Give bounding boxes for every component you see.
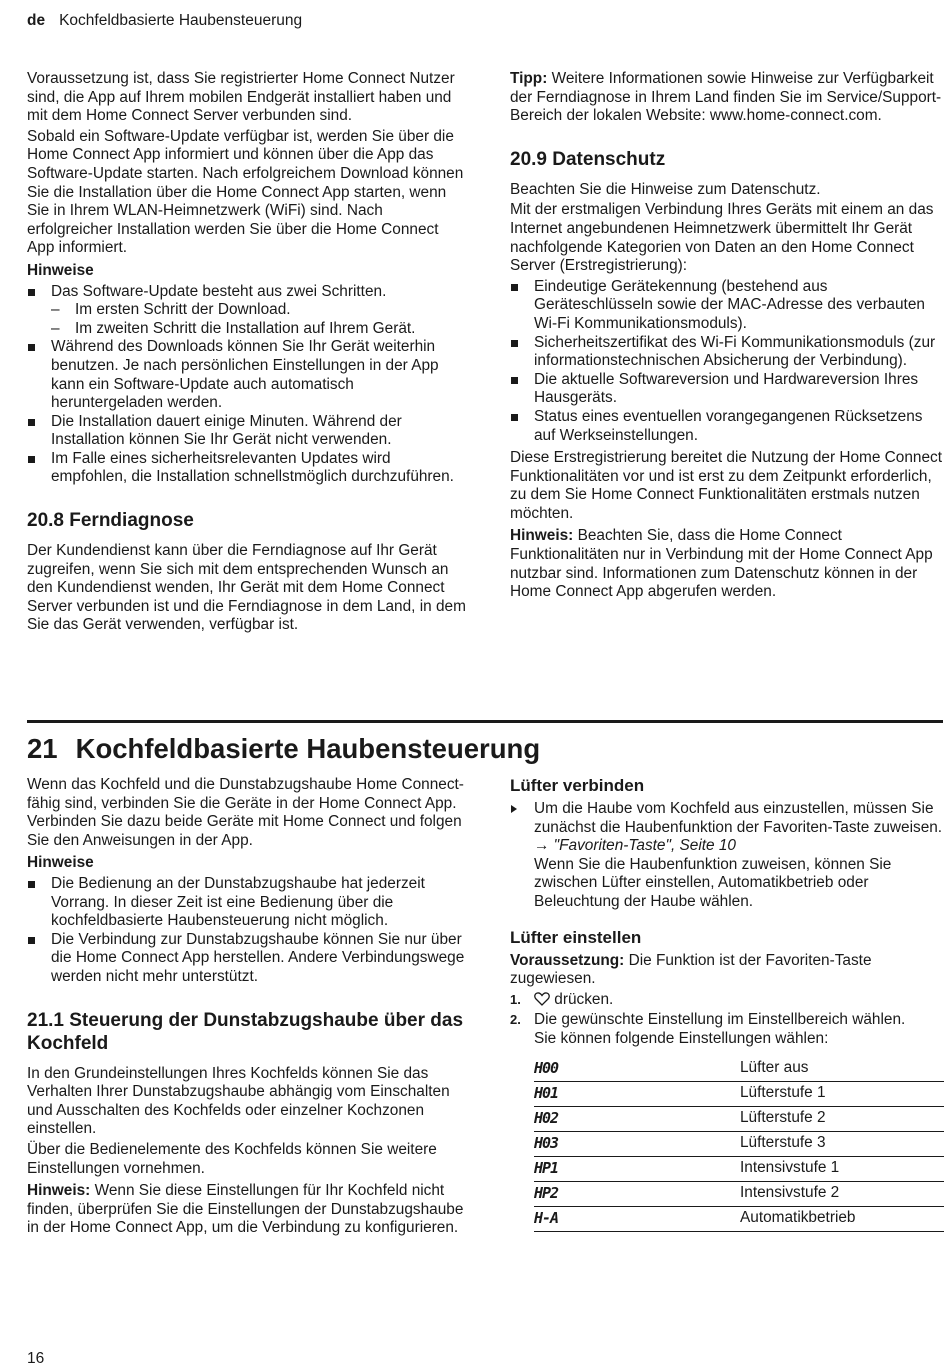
note-paragraph — [27, 1182, 467, 1238]
note-paragraph — [510, 527, 945, 601]
step-text: Die gewünschte Einstellung im Einstellbereich wählen. — [534, 1011, 906, 1029]
subsection-heading: Lüfter einstellen — [510, 927, 642, 947]
note-label: Hinweis: — [27, 1182, 91, 1200]
subsection-heading: Lüfter verbinden — [510, 776, 645, 795]
note-text: Wenn Sie diese Einstellungen für Ihr Kochfeld nicht finden, überprüfen Sie die Einstellungen der Dunstabzugshaube in der Home Connect App, um die Verbindung zu konfigurieren. — [27, 1182, 464, 1237]
setting-label: Lüfterstufe 2 — [740, 1106, 944, 1131]
header-title: Kochfeldbasierte Haubensteuerung — [59, 12, 303, 29]
instruction-text: Wenn Sie die Haubenfunktion zuweisen, können Sie zwischen Lüfter einstellen, Automatikbetrieb oder Beleuchtung der Haube wählen. — [534, 855, 892, 910]
tip-label: Tipp: — [510, 70, 548, 87]
page-number: 16 — [27, 1350, 45, 1367]
setting-code: H03 — [534, 1131, 740, 1156]
notes-list — [27, 875, 467, 987]
list-item: Die Installation dauert einige Minuten. Während der Installation können Sie Ihr Gerät nicht verwenden. — [27, 413, 467, 450]
setting-label: Intensivstufe 2 — [740, 1181, 944, 1206]
section-heading: 21.1 Steuerung der Dunstabzugshaube über das Kochfeld — [27, 1009, 464, 1054]
paragraph: Voraussetzung ist, dass Sie registrierter Home Connect Nutzer sind, die App auf Ihrem mobilen Endgerät installiert haben und mit dem Home Connect Server verbunden sind. — [27, 70, 455, 125]
setting-code: H00 — [534, 1057, 740, 1082]
chapter-number: 21 — [27, 733, 58, 764]
setting-label: Automatikbetrieb — [740, 1206, 944, 1231]
setting-label: Lüfterstufe 3 — [740, 1131, 944, 1156]
column-bottom-right — [510, 776, 945, 1232]
tip-paragraph — [510, 70, 945, 126]
list-item: Während des Downloads können Sie Ihr Gerät weiterhin benutzen. Je nach persönlichen Einstellungen in der App kann ein Software-Update auch automatisch heruntergeladen werden. — [27, 338, 467, 412]
section-heading: 20.8 Ferndiagnose — [27, 510, 194, 532]
setting-label: Intensivstufe 1 — [740, 1156, 944, 1181]
steps-list — [510, 991, 945, 1049]
paragraph: Über die Bedienelemente des Kochfelds können Sie weitere Einstellungen vornehmen. — [27, 1140, 437, 1177]
note-text: Beachten Sie, dass die Home Connect Funktionalitäten nur in Verbindung mit der Home Connect App nutzbar sind. Informationen zum Datenschutz können in der Home Connect App abgerufen werden. — [510, 527, 933, 601]
instruction-text: Um die Haube vom Kochfeld aus einzustellen, müssen Sie zunächst die Haubenfunktion der Favoriten-Taste zuweisen. — [534, 800, 943, 836]
instruction-list — [510, 800, 945, 912]
paragraph: Wenn das Kochfeld und die Dunstabzugshaube Home Connect-fähig sind, verbinden Sie die Geräte in der Home Connect App. Verbinden Sie dazu beide Geräte mit Home Connect und folgen Sie den Anweisungen in der App. — [27, 776, 464, 849]
notes-list — [27, 283, 467, 488]
list-item: Im Falle eines sicherheitsrelevanten Updates wird empfohlen, die Installation schnellstmöglich durchzuführen. — [27, 450, 467, 487]
notes-heading: Hinweise — [27, 854, 94, 872]
sub-list-item: – Im zweiten Schritt die Installation auf Ihrem Gerät. — [27, 320, 467, 339]
paragraph: Sobald ein Software-Update verfügbar ist, werden Sie über die Home Connect App informiert und können über die App das Software-Update starten. Nach erfolgreichem Download können Sie die Installation über die Home Connect App starten, wenn Sie in Ihrem WLAN-Heimnetzwerk (WiFi) sind. Nach erfolgreicher Installation werden Sie über die Home Connect App informiert. — [27, 127, 464, 257]
sub-list-item: – Im ersten Schritt der Download. — [27, 301, 467, 320]
prerequisite-paragraph — [510, 952, 945, 989]
chapter-name: Kochfeldbasierte Haubensteuerung — [75, 733, 541, 764]
table-row — [534, 1081, 944, 1106]
settings-table — [534, 1057, 944, 1232]
table-row — [534, 1131, 944, 1156]
column-top-left — [27, 70, 467, 637]
setting-code: H02 — [534, 1106, 740, 1131]
note-label: Hinweis: — [510, 527, 574, 545]
paragraph: Diese Erstregistrierung bereitet die Nutzung der Home Connect Funktionalitäten vor und ist erst zu dem Zeitpunkt erforderlich, zu dem Sie Home Connect Funktionalitäten erstmals nutzen möchten. — [510, 449, 943, 522]
list-item: Das Software-Update besteht aus zwei Schritten. — [27, 283, 467, 302]
paragraph: Mit der erstmaligen Verbindung Ihres Geräts mit einem an das Internet angebundenen Heimnetzwerk übermittelt Ihr Gerät nachfolgende Kategorien von Daten an den Home Connect Server (Erstregistrierung): — [510, 201, 934, 275]
step-number: 2. — [510, 1012, 521, 1028]
step-item — [510, 991, 945, 1012]
notes-heading: Hinweise — [27, 261, 94, 279]
step-text: drücken. — [550, 990, 614, 1008]
setting-code: HP1 — [534, 1156, 740, 1181]
page-header — [27, 12, 302, 31]
setting-code: H01 — [534, 1081, 740, 1106]
cross-reference-link[interactable]: → "Favoriten-Taste", Seite 10 — [534, 837, 736, 855]
step-number: 1. — [510, 991, 521, 1007]
chapter-heading — [27, 720, 943, 766]
setting-code: HP2 — [534, 1181, 740, 1206]
setting-label: Lüfterstufe 1 — [740, 1081, 944, 1106]
list-item: Eindeutige Gerätekennung (bestehend aus Geräteschlüsseln sowie der MAC-Adresse des verbauten Wi-Fi Kommunikationsmoduls). — [510, 278, 945, 334]
chapter-title — [27, 732, 943, 766]
step-item — [510, 1011, 945, 1048]
table-row — [534, 1156, 944, 1181]
setting-code: H-A — [534, 1206, 740, 1231]
section-heading: 20.9 Datenschutz — [510, 148, 666, 170]
setting-label: Lüfter aus — [740, 1057, 944, 1082]
paragraph: Beachten Sie die Hinweise zum Datenschutz. — [510, 180, 821, 198]
prerequisite-label: Voraussetzung: — [510, 951, 625, 969]
table-row — [534, 1181, 944, 1206]
column-bottom-left — [27, 776, 467, 1240]
table-row — [534, 1206, 944, 1231]
list-item: Die Verbindung zur Dunstabzugshaube können Sie nur über die Home Connect App herstellen. Andere Verbindungswege werden nicht mehr unterstützt. — [27, 931, 467, 987]
column-top-right — [510, 70, 945, 604]
tip-text: Weitere Informationen sowie Hinweise zur Verfügbarkeit der Ferndiagnose in Ihrem Land finden Sie im Service/Support-Bereich der lokalen Website: www.home-connect.com. — [510, 70, 942, 125]
language-code: de — [27, 12, 46, 29]
step-subtext: Sie können folgende Einstellungen wählen: — [534, 1029, 829, 1047]
data-categories-list — [510, 278, 945, 445]
instruction-item — [510, 800, 945, 912]
heart-icon — [534, 992, 550, 1012]
paragraph: Der Kundendienst kann über die Ferndiagnose auf Ihr Gerät zugreifen, wenn Sie sich mit dem entsprechenden Wunsch an den Kundendienst wenden, Ihr Gerät mit dem Home Connect Server verbunden ist und die Ferndiagnose in dem Land, in dem Sie das Gerät verwenden, verfügbar ist. — [27, 542, 466, 634]
list-item: Die Bedienung an der Dunstabzugshaube hat jederzeit Vorrang. In dieser Zeit ist eine Bedienung über die kochfeldbasierte Haubensteuerung nicht möglich. — [27, 875, 467, 931]
list-item: Status eines eventuellen vorangegangenen Rücksetzens auf Werkseinstellungen. — [510, 408, 945, 445]
list-item: Sicherheitszertifikat des Wi-Fi Kommunikationsmoduls (zur informationstechnischen Absicherung der Verbindung). — [510, 334, 945, 371]
table-row — [534, 1106, 944, 1131]
paragraph: In den Grundeinstellungen Ihres Kochfelds können Sie das Verhalten Ihrer Dunstabzugshaube abhängig vom Einschalten und Ausschalten des Kochfelds oder einzelner Kochzonen einstellen. — [27, 1064, 450, 1138]
table-row — [534, 1057, 944, 1082]
list-item: Die aktuelle Softwareversion und Hardwareversion Ihres Hausgeräts. — [510, 371, 945, 408]
prerequisite-text: Die Funktion ist der Favoriten-Taste zugewiesen. — [510, 951, 872, 988]
